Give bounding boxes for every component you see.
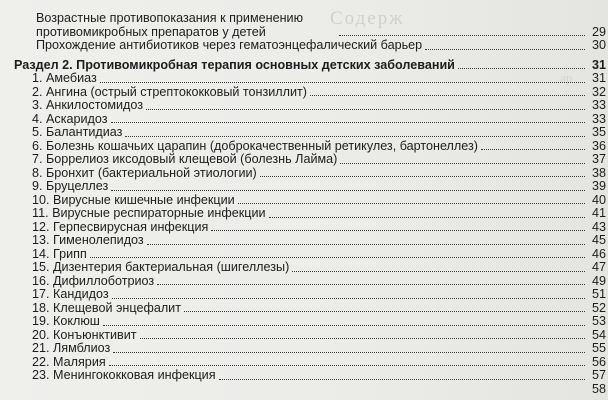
toc-entry-title: 13. Гименолепидоз — [32, 233, 144, 247]
toc-entry — [14, 302, 606, 316]
bleed-through-heading: Содерж — [330, 8, 405, 29]
toc-entry-page: 40 — [591, 192, 606, 207]
toc-entry-page: 39 — [591, 179, 606, 193]
toc-entry — [14, 342, 606, 356]
dot-leader — [103, 325, 585, 326]
toc-entry-title: 20. Конъюнктивит — [32, 327, 137, 342]
toc-entry — [14, 153, 606, 167]
toc-entry-page: 49 — [591, 273, 606, 288]
dot-leader — [147, 244, 585, 245]
dot-leader — [100, 82, 585, 83]
toc-entry-page: 58 — [591, 381, 606, 396]
toc-entry-page: 43 — [591, 219, 606, 234]
toc-entry-page: 32 — [591, 84, 606, 99]
toc-entry — [14, 167, 606, 181]
toc-entry-page: 36 — [591, 138, 606, 153]
toc-entry-intro-1 — [14, 12, 606, 39]
toc-entry — [14, 194, 606, 208]
bleed-through-fragment: ар — [560, 70, 573, 85]
toc-entry-title: Возрастные противопоказания к применению противомикробных препаратов у детей — [36, 11, 304, 39]
dot-leader — [157, 284, 585, 285]
toc-entry-title: 10. Вирусные кишечные инфекции — [32, 192, 235, 207]
dot-leader — [125, 136, 585, 137]
toc-entry-title: 1. Амебиаз — [32, 71, 97, 85]
toc-entry — [14, 180, 606, 194]
dot-leader — [140, 338, 585, 339]
toc-entry-title: 17. Кандидоз — [32, 287, 109, 301]
toc-entry — [14, 261, 606, 275]
toc-entry-page: 33 — [591, 98, 606, 112]
dot-leader — [310, 95, 585, 96]
toc-entry-page: 56 — [591, 354, 606, 369]
toc-entry — [14, 221, 606, 235]
toc-entry-page: 29 — [591, 24, 606, 39]
toc-entry-title: 9. Бруцеллез — [32, 179, 109, 193]
dot-leader — [238, 203, 585, 204]
dot-leader — [458, 68, 585, 69]
toc-entry-page: 52 — [591, 300, 606, 315]
toc-entry — [14, 234, 606, 248]
toc-entry-title: 4. Аскаридоз — [32, 111, 108, 126]
toc-entry — [14, 315, 606, 329]
toc-entry — [14, 99, 606, 113]
dot-leader — [260, 176, 585, 177]
toc-entry-title: 7. Боррелиоз иксодовый клещевой (болезнь Лайма) — [32, 152, 338, 166]
toc-entry — [14, 288, 606, 302]
toc-entry-title: 22. Малярия — [32, 354, 106, 369]
toc-entry-title: 19. Коклюш — [32, 314, 100, 328]
dot-leader — [146, 109, 585, 110]
toc-entry-page: 54 — [591, 327, 606, 342]
dot-leader — [111, 190, 585, 191]
dot-leader — [112, 298, 585, 299]
toc-item-list — [14, 72, 606, 383]
toc-entry-page: 35 — [591, 125, 606, 139]
section-page: 31 — [591, 57, 606, 72]
toc-entry-title: 11. Вирусные респираторные инфекции — [32, 206, 266, 220]
toc-entry-page: 53 — [591, 314, 606, 328]
toc-entry — [14, 356, 606, 370]
toc-entry — [14, 248, 606, 262]
toc-entry-title: 5. Балантидиаз — [32, 125, 123, 139]
toc-entry — [14, 329, 606, 343]
toc-entry — [14, 140, 606, 154]
toc-entry — [14, 207, 606, 221]
toc-entry-title: 21. Лямблиоз — [32, 341, 111, 355]
toc-entry — [14, 113, 606, 127]
toc-entry — [14, 72, 606, 86]
toc-entry — [14, 86, 606, 100]
toc-entry-page: 55 — [591, 341, 606, 355]
toc-section-heading — [14, 58, 606, 73]
toc-entry-title: 23. Менингококковая инфекция — [32, 368, 216, 382]
toc-entry-intro-2 — [14, 39, 606, 53]
toc-entry-title: Прохождение антибиотиков через гематоэнцефалический барьер — [36, 38, 423, 52]
toc-entry-page: 41 — [591, 206, 606, 220]
table-of-contents — [14, 12, 606, 396]
section-title: Раздел 2. Противомикробная терапия основных детских заболеваний — [14, 57, 455, 72]
toc-entry-page: 30 — [591, 38, 606, 52]
toc-entry-page: 46 — [591, 246, 606, 261]
toc-entry-page: 37 — [591, 152, 606, 166]
dot-leader — [340, 163, 585, 164]
toc-entry-page: 33 — [591, 111, 606, 126]
toc-entry — [14, 369, 606, 383]
dot-leader — [211, 230, 585, 231]
toc-entry-page: 57 — [591, 368, 606, 382]
toc-entry-title: 6. Болезнь кошачьих царапин (доброкачественный ретикулез, бартонеллез) — [32, 138, 478, 153]
toc-entry-title: 16. Дифиллоботриоз — [32, 273, 155, 288]
toc-trailing-page — [14, 383, 606, 397]
dot-leader — [184, 311, 585, 312]
dot-leader — [292, 271, 585, 272]
dot-leader — [481, 149, 585, 150]
toc-entry-page: 45 — [591, 233, 606, 247]
dot-leader — [113, 352, 585, 353]
toc-entry-title: 12. Герпесвирусная инфекция — [32, 219, 209, 234]
toc-entry-title: 14. Грипп — [32, 246, 87, 261]
dot-leader — [109, 365, 585, 366]
toc-entry-page: 51 — [591, 287, 606, 301]
toc-entry-title: 18. Клещевой энцефалит — [32, 300, 181, 315]
dot-leader — [90, 257, 585, 258]
dot-leader — [111, 122, 585, 123]
toc-entry-title: 8. Бронхит (бактериальной этиологии) — [32, 165, 257, 180]
dot-leader — [219, 379, 585, 380]
dot-leader — [425, 49, 585, 50]
toc-entry-page: 31 — [591, 71, 606, 85]
toc-entry-page: 38 — [591, 165, 606, 180]
toc-entry — [14, 275, 606, 289]
toc-entry-title: 3. Анкилостомидоз — [32, 98, 144, 112]
toc-entry-title: 15. Дизентерия бактериальная (шигеллезы) — [32, 260, 290, 274]
dot-leader — [339, 35, 585, 36]
toc-entry-page: 47 — [591, 260, 606, 274]
toc-entry — [14, 126, 606, 140]
toc-entry-title: 2. Ангина (острый стрептококковый тонзиллит) — [32, 84, 308, 99]
dot-leader — [269, 217, 585, 218]
